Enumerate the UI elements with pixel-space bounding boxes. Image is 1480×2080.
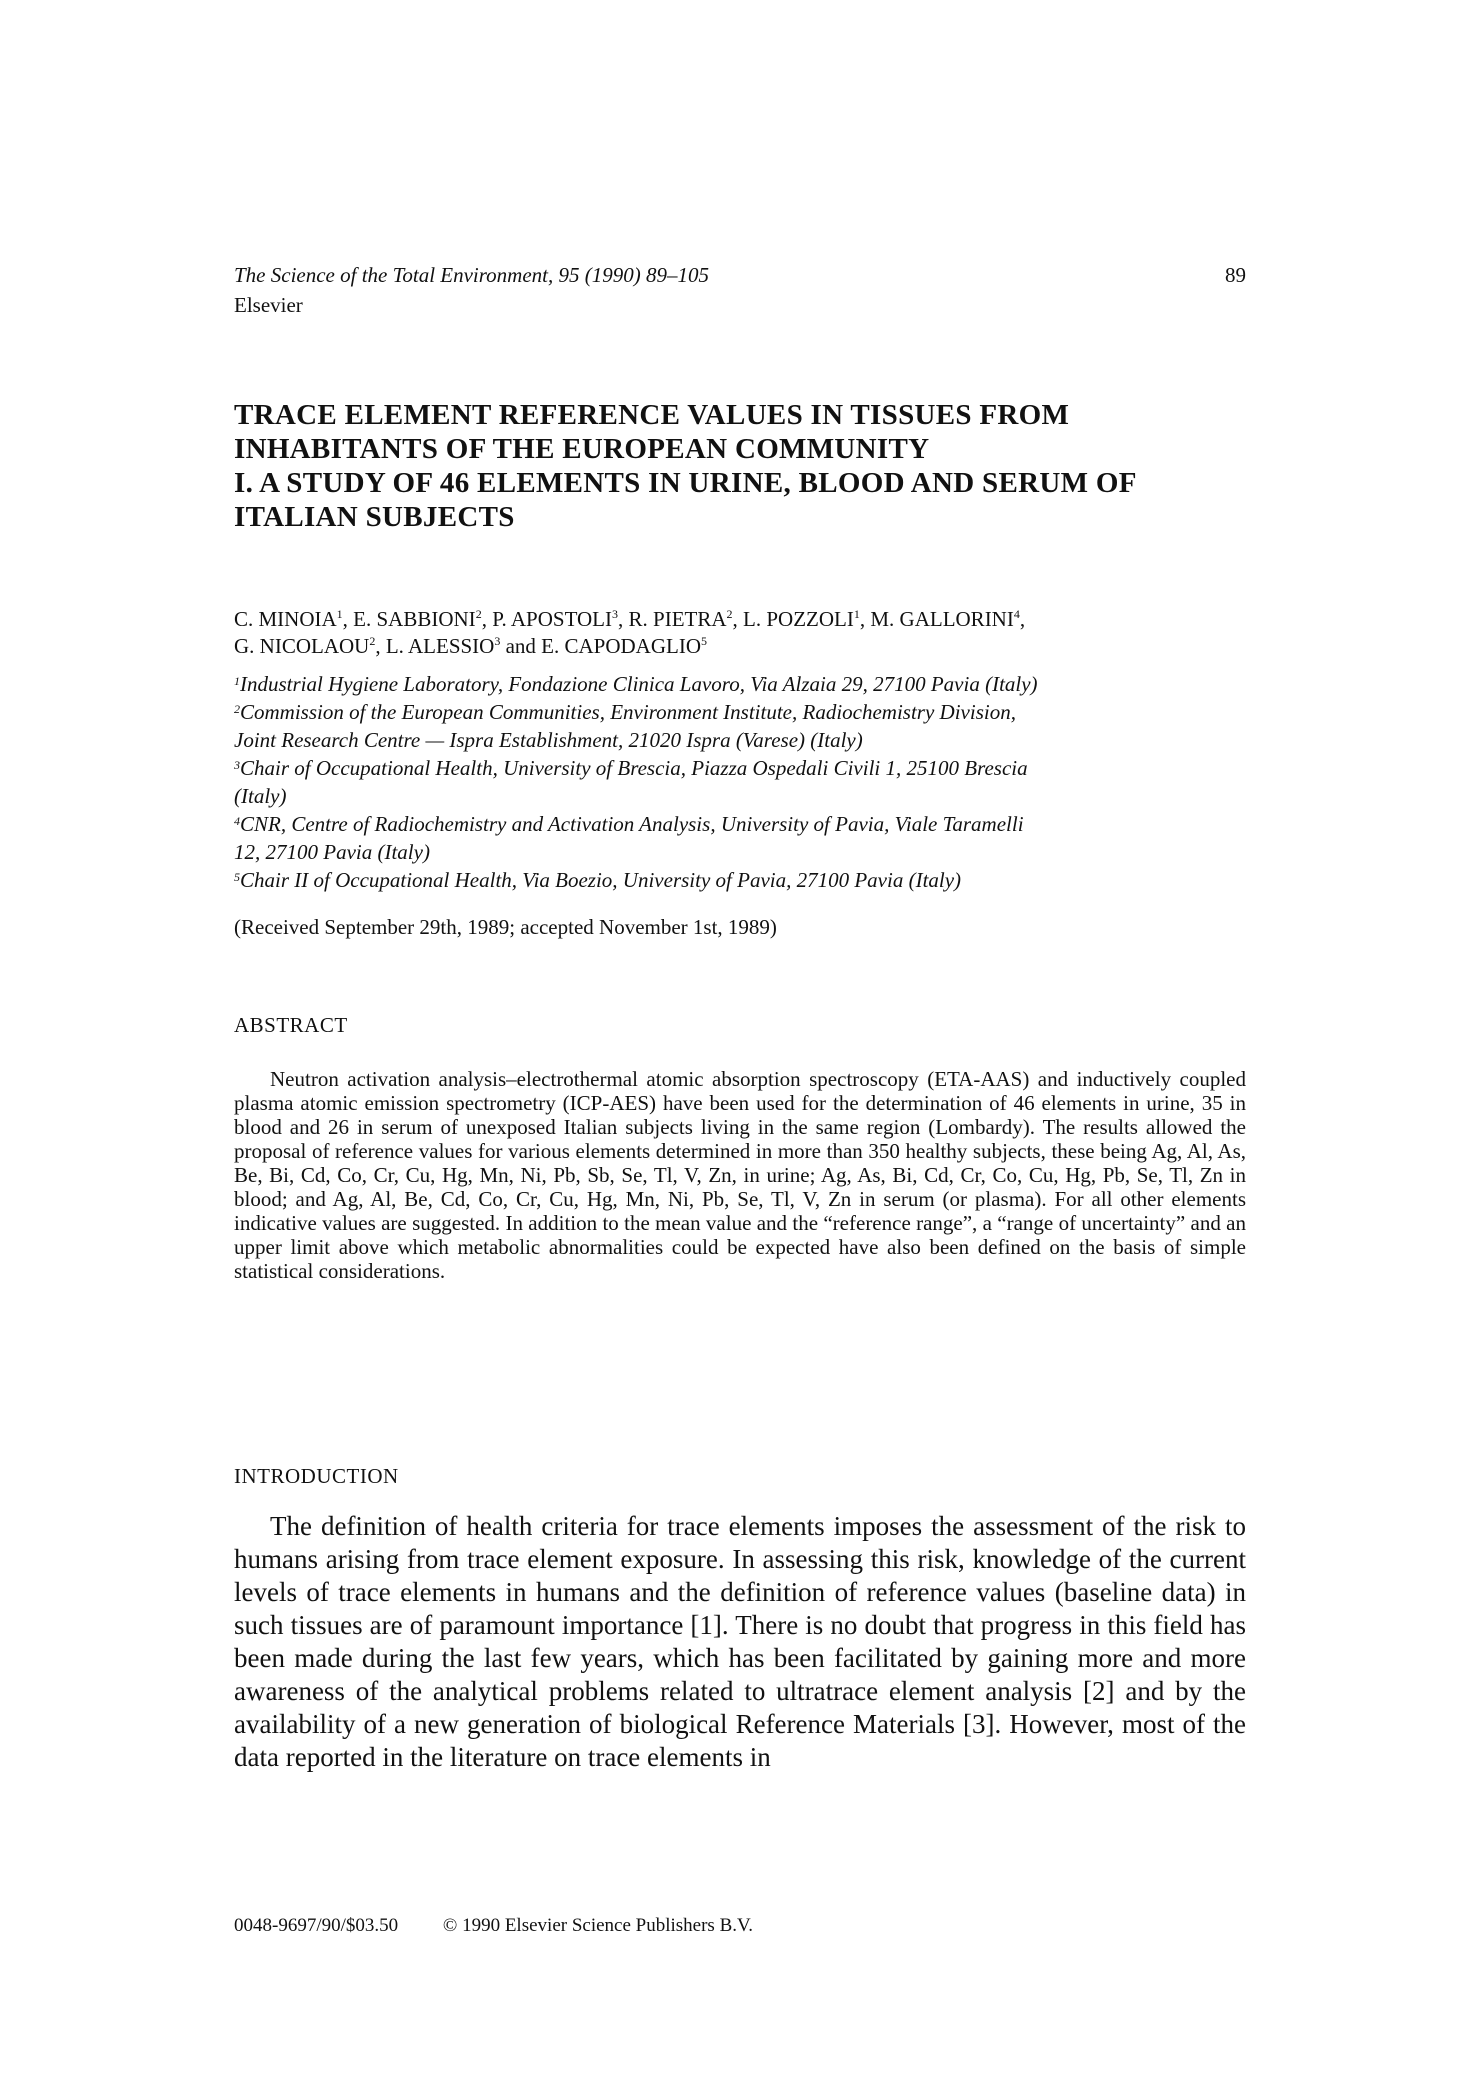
author: L. ALESSIO$^3$ [385,634,501,658]
copyright-notice: © 1990 Elsevier Science Publishers B.V. [442,1915,754,1936]
author: P. APOSTOLI$^3$ [492,607,619,631]
title-line: I. A STUDY OF 46 ELEMENTS IN URINE, BLOOD AND SERUM OF [234,467,1137,499]
received-dates: (Received September 29th, 1989; accepted November 1st, 1989) [234,915,777,939]
publisher-name: Elsevier [234,293,303,317]
affiliations [234,670,1254,894]
issn-price-code: 0048-9697/90/$03.50 [234,1915,399,1936]
affiliation-5: $^5$Chair II of Occupational Health, Via Boezio, University of Pavia, 27100 Pavia (Italy) [234,868,962,892]
author-conjunction: and [505,634,536,658]
author: L. POZZOLI$^1$ [743,607,860,631]
title-line: TRACE ELEMENT REFERENCE VALUES IN TISSUES FROM [234,399,1070,431]
abstract-text: Neutron activation analysis–electrothermal atomic absorption spectroscopy (ETA-AAS) and inductively coupled plasma atomic emission spectrometry (ICP-AES) have been used for the determination of 46 elements in urine, 35 in blood and 26 in serum of unexposed Italian subjects living in the same region (Lombardy). The results allowed the proposal of reference values for various elements determined in more than 350 healthy subjects, these being Ag, Al, As, Be, Bi, Cd, Co, Cr, Cu, Hg, Mn, Ni, Pb, Sb, Se, Tl, V, Zn, in urine; Ag, As, Bi, Cd, Cr, Co, Cu, Hg, Pb, Se, Tl, Zn in blood; and Ag, Al, Be, Cd, Co, Cr, Cu, Hg, Mn, Ni, Pb, Se, Tl, V, Zn in serum (or plasma). For all other elements indicative values are suggested. In addition to the mean value and the “reference range”, a “range of uncertainty” and an upper limit above which metabolic abnormalities could be expected have also been defined on the basis of simple statistical considerations. [234,1067,1246,1283]
affiliation-2: $^2$Commission of the European Communities, Environment Institute, Radiochemistry Division, [234,700,1016,724]
page-footer [234,1915,793,1937]
article-title [234,398,1246,534]
author-line-1: C. MINOIA$^1$, E. SABBIONI$^2$, P. APOSTOLI$^3$, R. PIETRA$^2$, L. POZZOLI$^1$, M. GALLORINI$^4$, [234,607,1026,631]
author: E. CAPODAGLIO$^5$ [541,634,707,658]
author-list [234,606,1246,660]
affiliation-4-cont: 12, 27100 Pavia (Italy) [234,840,430,864]
author-line-2: G. NICOLAOU$^2$, L. ALESSIO$^3$ and E. CAPODAGLIO$^5$ [234,634,707,658]
affiliation-1: $^1$Industrial Hygiene Laboratory, Fondazione Clinica Lavoro, Via Alzaia 29, 27100 Pavia (Italy) [234,672,1038,696]
author: R. PIETRA$^2$ [628,607,733,631]
introduction-text: The definition of health criteria for trace elements imposes the assessment of the risk to humans arising from trace element exposure. In assessing this risk, knowledge of the current levels of trace elements in humans and the definition of reference values (baseline data) in such tissues are of paramount importance [1]. There is no doubt that progress in this field has been made during the last few years, which has been facilitated by gaining more and more awareness of the analytical problems related to ultratrace element analysis [2] and by the availability of a new generation of biological Reference Materials [3]. However, most of the data reported in the literature on trace elements in [234,1511,1246,1772]
journal-citation: The Science of the Total Environment, 95 (1990) 89–105 [234,263,709,287]
running-header [234,260,1246,320]
title-line: ITALIAN SUBJECTS [234,501,515,533]
title-line: INHABITANTS OF THE EUROPEAN COMMUNITY [234,433,930,465]
affiliation-3-cont: (Italy) [234,784,287,808]
author: E. SABBIONI$^2$ [353,607,482,631]
author: G. NICOLAOU$^2$ [234,634,376,658]
page-number: 89 [1225,263,1246,287]
affiliation-3: $^3$Chair of Occupational Health, University of Brescia, Piazza Ospedali Civili 1, 25100 Brescia [234,756,1028,780]
affiliation-4: $^4$CNR, Centre of Radiochemistry and Activation Analysis, University of Pavia, Viale Taramelli [234,812,1024,836]
author: M. GALLORINI$^4$ [870,607,1020,631]
affiliation-2-cont: Joint Research Centre — Ispra Establishment, 21020 Ispra (Varese) (Italy) [234,728,863,752]
introduction-heading: INTRODUCTION [234,1464,399,1488]
author: C. MINOIA$^1$ [234,607,343,631]
abstract-heading: ABSTRACT [234,1013,348,1037]
